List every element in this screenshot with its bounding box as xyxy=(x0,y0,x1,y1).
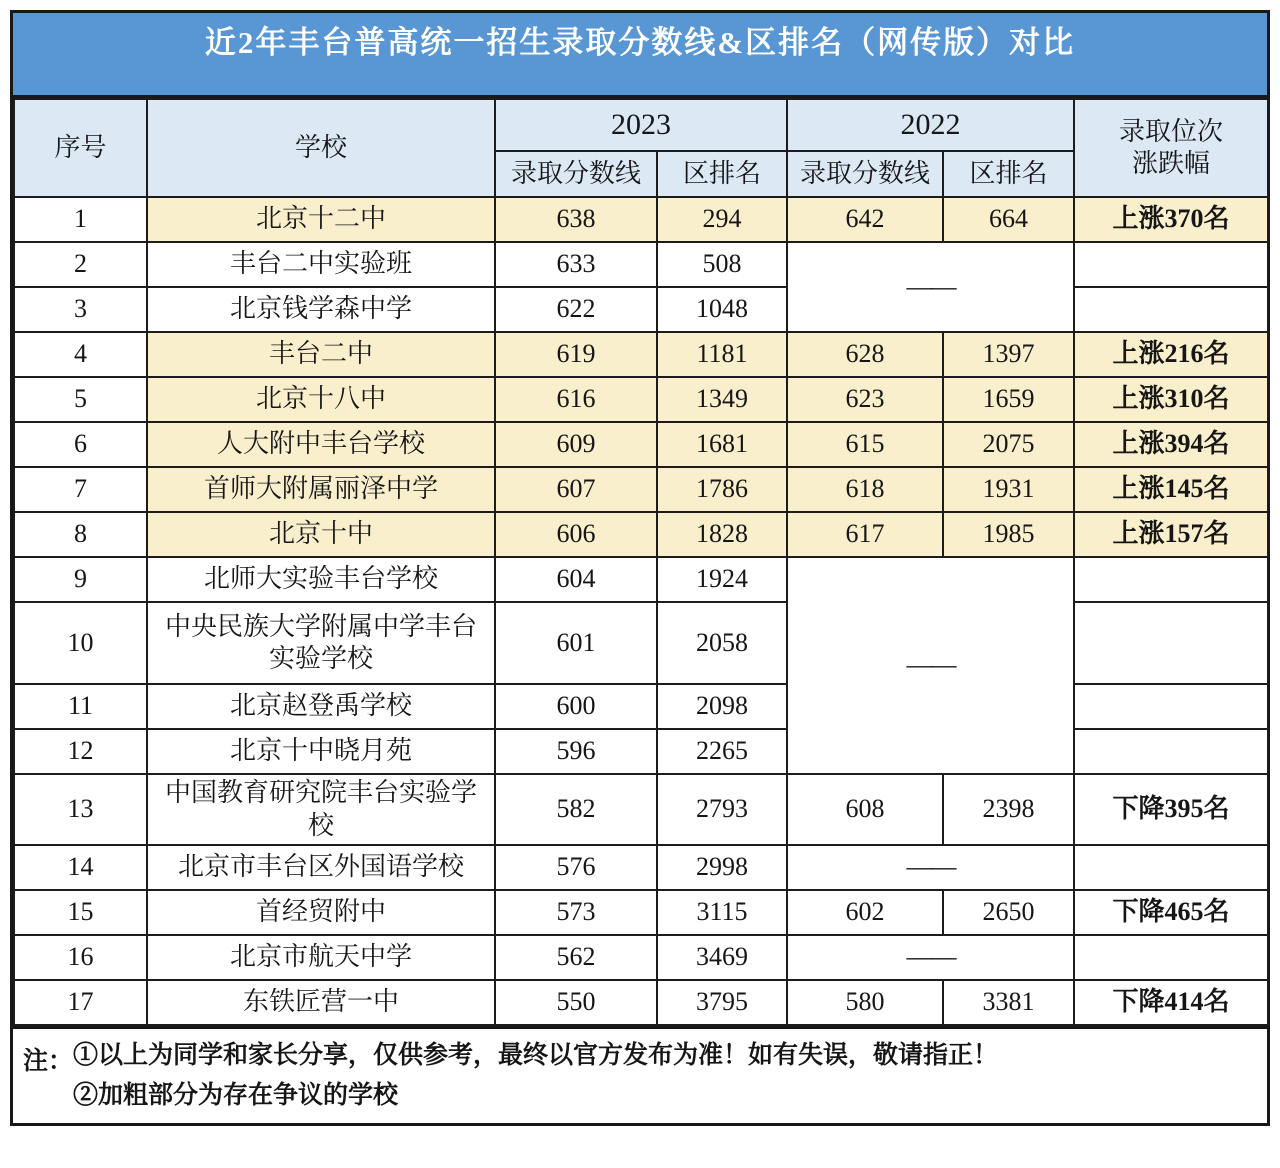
row-no: 2 xyxy=(14,242,147,287)
school-name: 北京十中 xyxy=(147,512,495,557)
rank-change: 上涨394名 xyxy=(1074,422,1268,467)
table-row xyxy=(14,602,1268,684)
title-bar xyxy=(13,13,1267,98)
table-row xyxy=(14,935,1268,980)
footnote-label: 注： xyxy=(23,1048,74,1075)
score-2023: 604 xyxy=(495,557,657,602)
school-name: 北京十中晓月苑 xyxy=(147,729,495,774)
school-name: 北京市航天中学 xyxy=(147,935,495,980)
rank-change: 上涨310名 xyxy=(1074,377,1268,422)
row-no: 1 xyxy=(14,197,147,242)
rank-change-empty xyxy=(1074,729,1268,774)
table-row xyxy=(14,512,1268,557)
score-2023: 638 xyxy=(495,197,657,242)
column-header-rank-2022: 区排名 xyxy=(943,151,1074,197)
table-row xyxy=(14,332,1268,377)
rank-change: 下降395名 xyxy=(1074,774,1268,845)
score-2023: 633 xyxy=(495,242,657,287)
column-header-school: 学校 xyxy=(147,99,495,197)
rank-2023: 1181 xyxy=(657,332,787,377)
row-no: 3 xyxy=(14,287,147,332)
score-2022: 608 xyxy=(787,774,943,845)
no-data-dash: —— xyxy=(787,845,1074,890)
school-name: 北京十八中 xyxy=(147,377,495,422)
column-header-score-2022: 录取分数线 xyxy=(787,151,943,197)
rank-2023: 2058 xyxy=(657,602,787,684)
rank-2023: 294 xyxy=(657,197,787,242)
table-row xyxy=(14,774,1268,845)
row-no: 5 xyxy=(14,377,147,422)
rank-2023: 3795 xyxy=(657,980,787,1025)
column-header-score-2023: 录取分数线 xyxy=(495,151,657,197)
comparison-table-sheet xyxy=(10,10,1270,1126)
rank-2023: 1349 xyxy=(657,377,787,422)
score-2023: 573 xyxy=(495,890,657,935)
footnote-lines xyxy=(73,1041,998,1111)
rank-2023: 2793 xyxy=(657,774,787,845)
score-2023: 601 xyxy=(495,602,657,684)
school-name: 北师大实验丰台学校 xyxy=(147,557,495,602)
table-row xyxy=(14,980,1268,1025)
column-header-rank-2023: 区排名 xyxy=(657,151,787,197)
row-no: 16 xyxy=(14,935,147,980)
page-title: 近2年丰台普高统一招生录取分数线&区排名（网传版）对比 xyxy=(204,25,1076,60)
school-name: 首经贸附中 xyxy=(147,890,495,935)
score-2023: 576 xyxy=(495,845,657,890)
rank-2023: 1681 xyxy=(657,422,787,467)
school-name: 北京赵登禹学校 xyxy=(147,684,495,729)
school-name: 丰台二中实验班 xyxy=(147,242,495,287)
table-body xyxy=(14,197,1268,1025)
rank-change-empty xyxy=(1074,845,1268,890)
table-row xyxy=(14,422,1268,467)
table-row xyxy=(14,845,1268,890)
school-name: 北京十二中 xyxy=(147,197,495,242)
rank-2023: 508 xyxy=(657,242,787,287)
score-2023: 609 xyxy=(495,422,657,467)
rank-2022: 2075 xyxy=(943,422,1074,467)
score-2022: 580 xyxy=(787,980,943,1025)
header-row-groups xyxy=(14,99,1268,151)
row-no: 11 xyxy=(14,684,147,729)
rank-change-empty xyxy=(1074,242,1268,287)
score-2023: 596 xyxy=(495,729,657,774)
rank-2022: 1397 xyxy=(943,332,1074,377)
score-2022: 602 xyxy=(787,890,943,935)
school-name: 东铁匠营一中 xyxy=(147,980,495,1025)
rank-2023: 1048 xyxy=(657,287,787,332)
rank-change-empty xyxy=(1074,684,1268,729)
row-no: 7 xyxy=(14,467,147,512)
score-2022: 623 xyxy=(787,377,943,422)
rank-change: 下降465名 xyxy=(1074,890,1268,935)
row-no: 8 xyxy=(14,512,147,557)
rank-2022: 1659 xyxy=(943,377,1074,422)
no-data-dash: —— xyxy=(787,935,1074,980)
row-no: 14 xyxy=(14,845,147,890)
footnote-box xyxy=(13,1026,1267,1123)
score-2023: 550 xyxy=(495,980,657,1025)
rank-2022: 2650 xyxy=(943,890,1074,935)
score-2022: 615 xyxy=(787,422,943,467)
rank-2023: 2265 xyxy=(657,729,787,774)
rank-change: 上涨216名 xyxy=(1074,332,1268,377)
rank-change: 下降414名 xyxy=(1074,980,1268,1025)
rank-2022: 3381 xyxy=(943,980,1074,1025)
rank-2023: 3469 xyxy=(657,935,787,980)
row-no: 10 xyxy=(14,602,147,684)
score-2022: 618 xyxy=(787,467,943,512)
row-no: 4 xyxy=(14,332,147,377)
rank-2023: 1786 xyxy=(657,467,787,512)
table-header xyxy=(14,99,1268,197)
school-name: 北京市丰台区外国语学校 xyxy=(147,845,495,890)
rank-2022: 1985 xyxy=(943,512,1074,557)
table-row xyxy=(14,242,1268,287)
rank-change-label-line1: 录取位次 xyxy=(1118,116,1223,146)
table-row xyxy=(14,377,1268,422)
column-header-no: 序号 xyxy=(14,99,147,197)
column-group-2022: 2022 xyxy=(787,99,1074,151)
score-2023: 562 xyxy=(495,935,657,980)
table-row xyxy=(14,197,1268,242)
rank-2022: 2398 xyxy=(943,774,1074,845)
rank-2022: 1931 xyxy=(943,467,1074,512)
score-2023: 622 xyxy=(495,287,657,332)
rank-change: 上涨370名 xyxy=(1074,197,1268,242)
score-2023: 619 xyxy=(495,332,657,377)
table-row xyxy=(14,467,1268,512)
row-no: 17 xyxy=(14,980,147,1025)
rank-change-label-line2: 涨跌幅 xyxy=(1131,149,1210,178)
column-group-2023: 2023 xyxy=(495,99,787,151)
admission-score-table xyxy=(13,98,1269,1026)
column-header-rank-change xyxy=(1074,99,1268,197)
row-no: 6 xyxy=(14,422,147,467)
rank-change-empty xyxy=(1074,935,1268,980)
row-no: 15 xyxy=(14,890,147,935)
rank-2022: 664 xyxy=(943,197,1074,242)
score-2022: 628 xyxy=(787,332,943,377)
score-2022: 642 xyxy=(787,197,943,242)
row-no: 13 xyxy=(14,774,147,845)
school-name: 首师大附属丽泽中学 xyxy=(147,467,495,512)
rank-2023: 1828 xyxy=(657,512,787,557)
row-no: 9 xyxy=(14,557,147,602)
rank-2023: 1924 xyxy=(657,557,787,602)
rank-change: 上涨157名 xyxy=(1074,512,1268,557)
rank-change-empty xyxy=(1074,557,1268,602)
table-row xyxy=(14,729,1268,774)
table-row xyxy=(14,557,1268,602)
table-row xyxy=(14,684,1268,729)
school-name: 中国教育研究院丰台实验学校 xyxy=(147,774,495,845)
rank-2023: 2998 xyxy=(657,845,787,890)
table-row xyxy=(14,890,1268,935)
score-2023: 582 xyxy=(495,774,657,845)
table-row xyxy=(14,287,1268,332)
rank-change: 上涨145名 xyxy=(1074,467,1268,512)
row-no: 12 xyxy=(14,729,147,774)
school-name: 人大附中丰台学校 xyxy=(147,422,495,467)
rank-change-empty xyxy=(1074,287,1268,332)
school-name: 中央民族大学附属中学丰台实验学校 xyxy=(147,602,495,684)
school-name: 丰台二中 xyxy=(147,332,495,377)
rank-change-empty xyxy=(1074,602,1268,684)
footnote-line-1: ①以上为同学和家长分享，仅供参考，最终以官方发布为准！如有失误，敬请指正！ xyxy=(73,1042,999,1069)
score-2023: 600 xyxy=(495,684,657,729)
no-data-dash: —— xyxy=(787,242,1074,332)
rank-2023: 2098 xyxy=(657,684,787,729)
score-2023: 616 xyxy=(495,377,657,422)
score-2022: 617 xyxy=(787,512,943,557)
footnote-line-2: ②加粗部分为存在争议的学校 xyxy=(73,1082,399,1109)
no-data-dash: —— xyxy=(787,557,1074,774)
score-2023: 606 xyxy=(495,512,657,557)
score-2023: 607 xyxy=(495,467,657,512)
school-name: 北京钱学森中学 xyxy=(147,287,495,332)
rank-2023: 3115 xyxy=(657,890,787,935)
